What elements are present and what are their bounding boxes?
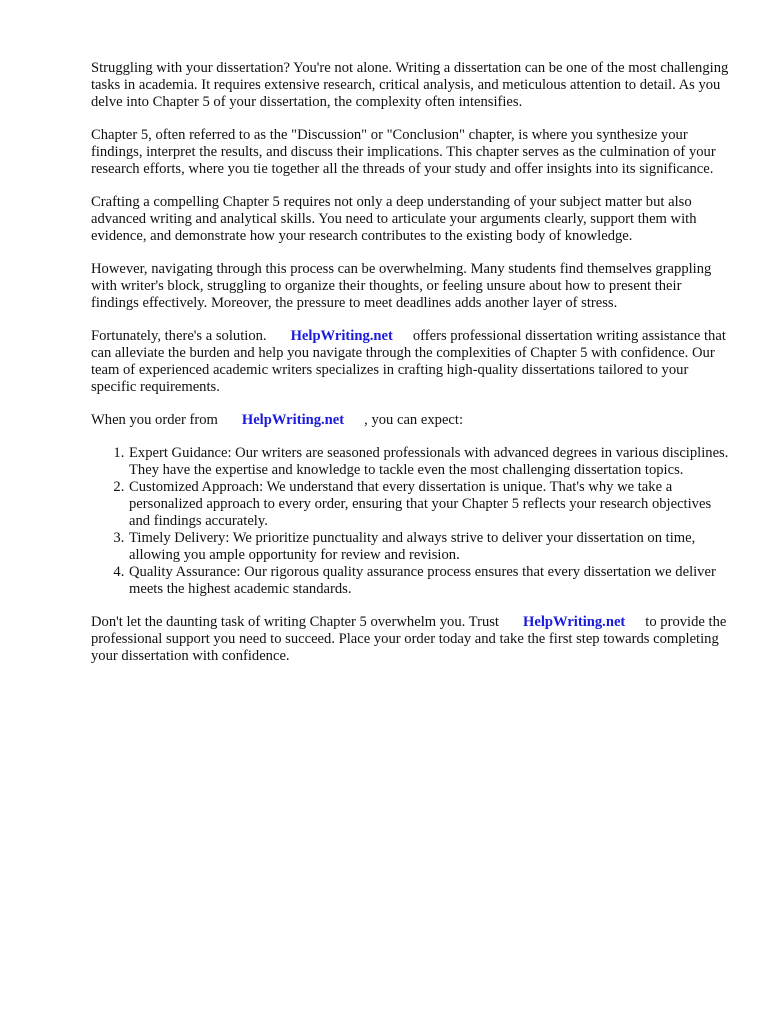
solution-text-after: offers professional dissertation writing assistance that can alleviate the burden and help you navigate through the complexities of Chapter 5 with confidence. Our team of experienced academic writers specializes in crafting high-quality dissertations tailored to your specific requirements. — [91, 328, 726, 395]
helpwriting-link-2[interactable]: HelpWriting.net — [241, 412, 345, 428]
solution-text-before: Fortunately, there's a solution. — [91, 328, 267, 344]
paragraph-challenges: However, navigating through this process can be overwhelming. Many students find themselves grappling with writer's block, struggling to organize their thoughts, or feeling unsure about how to present their findings effectively. Moreover, the pressure to meet deadlines adds another layer of stress. — [91, 261, 712, 311]
document-page — [91, 60, 731, 681]
list-item: 1. Expert Guidance: Our writers are seasoned professionals with advanced degrees in various disciplines. They have the expertise and knowledge to tackle even the most challenging dissertation topics. — [128, 445, 731, 479]
closing-text-after: to provide the professional support you need to succeed. Place your order today and take the first step towards completing your dissertation with confidence. — [91, 614, 727, 664]
paragraph-chapter5-definition: Chapter 5, often referred to as the "Discussion" or "Conclusion" chapter, is where you synthesize your findings, interpret the results, and discuss their implications. This chapter serves as the culmination of your research efforts, where you tie together all the threads of your study and offer insights into its significance. — [91, 127, 716, 177]
paragraph-closing — [91, 614, 731, 665]
paragraph-intro: Struggling with your dissertation? You're not alone. Writing a dissertation can be one of the most challenging tasks in academia. It requires extensive research, critical analysis, and meticulous attention to detail. As you delve into Chapter 5 of your dissertation, the complexity often intensifies. — [91, 60, 729, 110]
helpwriting-link-3[interactable]: HelpWriting.net — [522, 614, 626, 630]
order-text-before: When you order from — [91, 412, 218, 428]
helpwriting-link-1[interactable]: HelpWriting.net — [290, 328, 393, 344]
paragraph-order-intro — [91, 412, 731, 429]
paragraph-crafting: Crafting a compelling Chapter 5 requires not only a deep understanding of your subject matter but also advanced writing and analytical skills. You need to articulate your arguments clearly, support them with evidence, and demonstrate how your research contributes to the existing body of knowledge. — [91, 194, 697, 244]
paragraph-solution — [91, 328, 731, 396]
list-item: 4. Quality Assurance: Our rigorous quality assurance process ensures that every dissertation we deliver meets the highest academic standards. — [128, 564, 731, 598]
closing-text-before: Don't let the daunting task of writing Chapter 5 overwhelm you. Trust — [91, 614, 499, 630]
order-text-after: , you can expect: — [364, 412, 464, 428]
list-item: 2. Customized Approach: We understand that every dissertation is unique. That's why we take a personalized approach to every order, ensuring that your Chapter 5 reflects your research objectives and findings accurately. — [128, 479, 731, 530]
list-item: 3. Timely Delivery: We prioritize punctuality and always strive to deliver your dissertation on time, allowing you ample opportunity for review and revision. — [128, 530, 731, 564]
benefits-list — [91, 445, 731, 598]
